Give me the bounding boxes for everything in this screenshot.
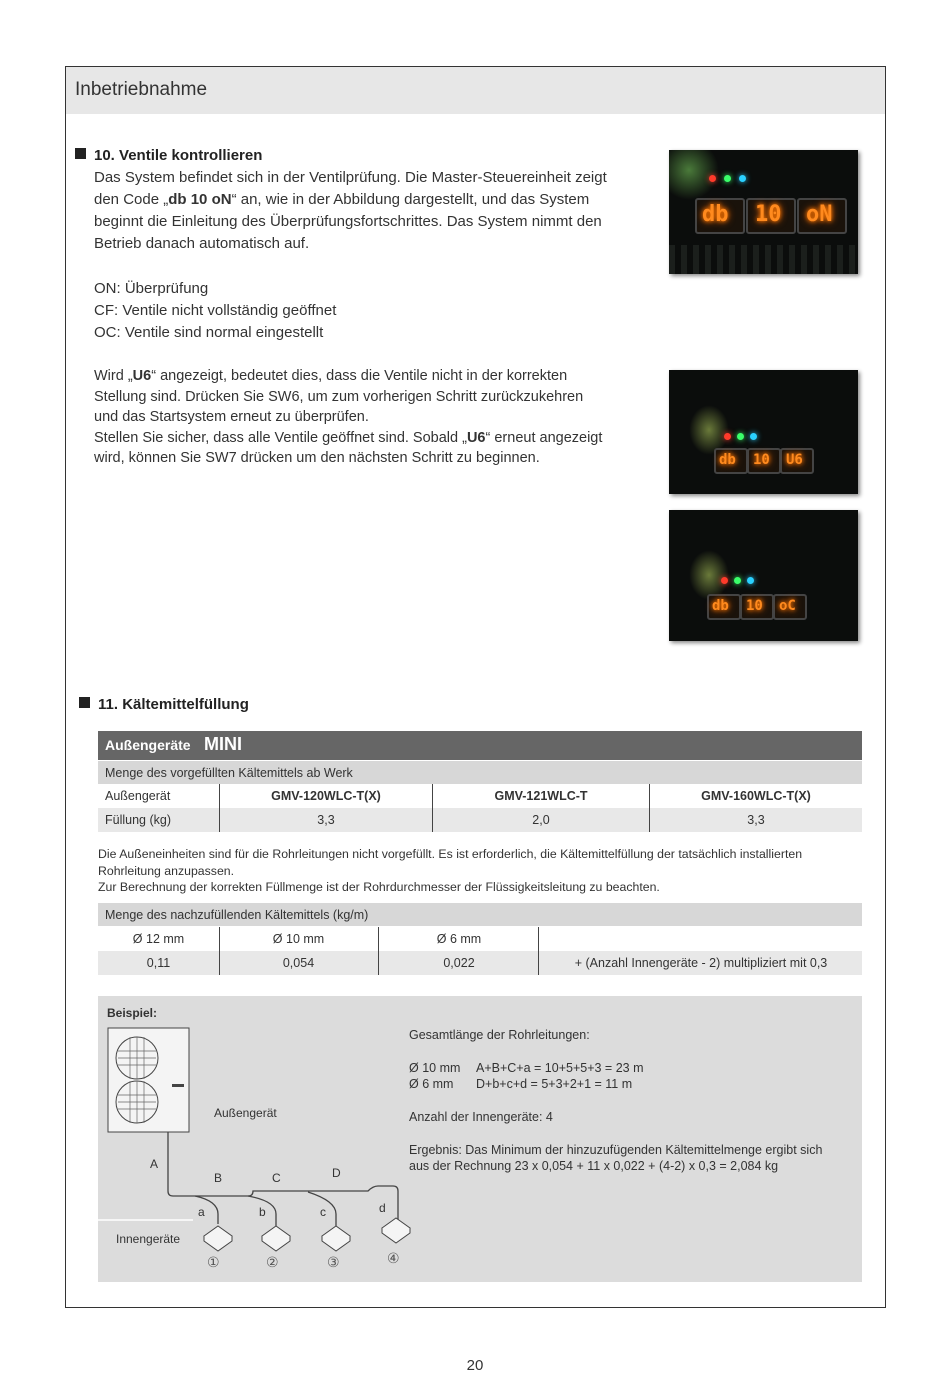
intro-line: Betrieb danach automatisch auf. <box>94 235 310 252</box>
outdoor-unit-icon <box>108 1028 189 1132</box>
table-title-text: Außengeräte <box>105 737 191 753</box>
blue-led-icon <box>739 175 746 182</box>
board-pins <box>669 245 858 274</box>
table-cell: 0,11 <box>146 956 171 970</box>
table-divider <box>538 927 539 975</box>
table-row <box>98 784 862 808</box>
table-divider <box>432 784 433 832</box>
segment-digit: oN <box>806 202 833 227</box>
green-led-icon <box>724 175 731 182</box>
add-label: Menge des nachzufüllenden Kältemittels (kg/m) <box>105 908 369 922</box>
segment-digit: db <box>702 202 729 227</box>
calc-6: D+b+c+d = 5+3+2+1 = 11 m <box>476 1077 633 1091</box>
section-header <box>66 67 885 114</box>
status-oc: OC: Ventile sind normal eingestellt <box>94 324 324 341</box>
controller-photo-oc <box>669 510 858 641</box>
pipe-label: B <box>214 1171 223 1185</box>
segment-digit: 10 <box>755 202 782 227</box>
blue-led-icon <box>747 577 754 584</box>
result-line: Ergebnis: Das Minimum der hinzuzufügenden Kältemittelmenge ergibt sich <box>409 1143 823 1157</box>
code-u6: U6 <box>466 429 486 446</box>
table-cell: Ø 6 mm <box>436 932 482 946</box>
controller-photo-on <box>669 150 858 274</box>
segment-digit: db <box>712 598 729 614</box>
code-db10on: db 10 oN <box>168 191 232 208</box>
table-divider <box>219 927 220 975</box>
red-led-icon <box>709 175 716 182</box>
table-divider <box>219 784 220 832</box>
green-led-icon <box>737 433 744 440</box>
table-cell: Ø 10 mm <box>272 932 325 946</box>
segment-display <box>747 448 781 474</box>
segment-digit: U6 <box>786 452 803 468</box>
table-cell: 3,3 <box>747 813 765 827</box>
pipe-label: c <box>320 1205 326 1219</box>
table-cell: Außengerät <box>105 789 171 803</box>
table-row <box>98 808 862 832</box>
segment-display <box>714 448 748 474</box>
table-divider <box>378 927 379 975</box>
section-10-heading-text: 10. Ventile kontrollieren <box>94 147 263 164</box>
green-led-icon <box>734 577 741 584</box>
pipe-label: a <box>198 1205 205 1219</box>
segment-digit: 10 <box>746 598 763 614</box>
u6-instructions <box>94 366 654 469</box>
status-on: ON: Überprüfung <box>94 280 209 297</box>
page-title: Inbetriebnahme <box>75 79 208 100</box>
pipe-label: D <box>332 1166 341 1180</box>
section-10-heading <box>75 147 262 164</box>
code-u6: U6 <box>132 368 152 384</box>
unit-number: ④ <box>387 1250 400 1266</box>
table-cell: 3,3 <box>317 813 335 827</box>
outdoor-label: Außengerät <box>214 1106 277 1120</box>
table-row <box>98 927 862 951</box>
table-cell: Füllung (kg) <box>105 813 171 827</box>
square-bullet-icon <box>75 148 86 159</box>
intro-line: den Code „db 10 oN“ an, wie in der Abbildung dargestellt, und das System <box>94 191 590 208</box>
u6-line: Stellung sind. Drücken Sie SW6, um zum vorherigen Schritt zurückzukehren <box>94 388 584 405</box>
u6-line: Wird „U6“ angezeigt, bedeutet dies, dass die Ventile nicht in der korrekten <box>94 368 568 384</box>
section-11-heading <box>79 696 249 713</box>
intro-line: Das System befindet sich in der Ventilprüfung. Die Master-Steuereinheit zeigt <box>94 169 607 186</box>
segment-display <box>797 198 847 234</box>
table-cell: Ø 12 mm <box>132 932 185 946</box>
indoor-unit-icon-1 <box>204 1226 232 1251</box>
table-cell: 2,0 <box>532 813 550 827</box>
diameter-6: Ø 6 mm <box>409 1077 454 1091</box>
unit-number: ② <box>266 1254 279 1270</box>
page-frame <box>65 66 886 1308</box>
table-cell: GMV-121WLC-T <box>494 789 588 803</box>
segment-display <box>707 594 741 620</box>
segment-digit: oC <box>779 598 796 614</box>
note-line: Rohrleitung anzupassen. <box>98 863 235 878</box>
blue-led-icon <box>750 433 757 440</box>
table-cell: 0,054 <box>282 956 315 970</box>
section-11-heading-text: 11. Kältemittelfüllung <box>98 696 249 713</box>
square-bullet-icon <box>79 697 90 708</box>
status-codes <box>94 278 336 344</box>
example-label: Beispiel: <box>107 1006 158 1020</box>
note-line: Zur Berechnung der korrekten Füllmenge ist der Rohrdurchmesser der Flüssigkeitsleitung zu beachten. <box>98 880 660 894</box>
diameter-10: Ø 10 mm <box>409 1061 461 1075</box>
intro-line: beginnt die Einleitung des Überprüfungsfortschrittes. Das System nimmt den <box>94 213 602 230</box>
section-10-intro <box>94 167 607 255</box>
segment-display <box>740 594 774 620</box>
pipe-label: C <box>272 1171 281 1185</box>
status-cf: CF: Ventile nicht vollständig geöffnet <box>94 302 337 319</box>
total-length-title: Gesamtlänge der Rohrleitungen: <box>409 1028 590 1042</box>
indoor-unit-icon-2 <box>262 1226 290 1251</box>
segment-display <box>780 448 814 474</box>
board-glow <box>689 550 729 600</box>
calc-10: A+B+C+a = 10+5+5+3 = 23 m <box>476 1061 644 1075</box>
indoor-unit-icon-3 <box>322 1226 350 1251</box>
pipe-label: b <box>259 1205 266 1219</box>
add-label-bar <box>98 903 862 926</box>
result-line: aus der Rechnung 23 x 0,054 + 11 x 0,022 + (4-2) x 0,3 = 2,084 kg <box>409 1159 779 1173</box>
example-box <box>98 996 862 1282</box>
table-cell: 0,022 <box>443 956 475 970</box>
page-number: 20 <box>466 1357 484 1374</box>
red-led-icon <box>724 433 731 440</box>
table-cell: + (Anzahl Innengeräte - 2) multipliziert mit 0,3 <box>574 956 828 970</box>
u6-line: Stellen Sie sicher, dass alle Ventile geöffnet sind. Sobald „U6“ erneut angezeigt <box>94 429 603 446</box>
note-line: Die Außeneinheiten sind für die Rohrleitungen nicht vorgefüllt. Es ist erforderlich, die Kältemittelfüllung der tatsächlich installierten <box>98 847 803 861</box>
unit-number: ① <box>207 1254 220 1270</box>
pipe-label: A <box>150 1157 159 1171</box>
pipe-label: d <box>379 1201 386 1215</box>
red-led-icon <box>721 577 728 584</box>
table-row <box>98 951 862 975</box>
indoor-label: Innengeräte <box>116 1232 181 1246</box>
controller-photo-u6 <box>669 370 858 494</box>
segment-display <box>773 594 807 620</box>
prefill-label-bar <box>98 761 862 784</box>
u6-line: und das Startsystem erneut zu überprüfen. <box>94 409 369 425</box>
prefill-label: Menge des vorgefüllten Kältemittels ab Werk <box>105 766 353 780</box>
table-title-mini: MINI <box>204 734 242 754</box>
segment-display <box>695 198 745 234</box>
indoor-unit-icon-4 <box>382 1218 410 1243</box>
table-cell: GMV-160WLC-T(X) <box>701 789 811 803</box>
prefill-note <box>98 846 868 896</box>
segment-digit: db <box>719 452 736 468</box>
u6-line: wird, können Sie SW7 drücken um den nächsten Schritt zu beginnen. <box>94 450 540 466</box>
indoor-count: Anzahl der Innengeräte: 4 <box>409 1110 553 1124</box>
table-cell: GMV-120WLC-T(X) <box>271 789 381 803</box>
segment-digit: 10 <box>753 452 770 468</box>
segment-display <box>746 198 796 234</box>
table-title-bar <box>98 731 862 760</box>
unit-number: ③ <box>327 1254 340 1270</box>
table-divider <box>649 784 650 832</box>
